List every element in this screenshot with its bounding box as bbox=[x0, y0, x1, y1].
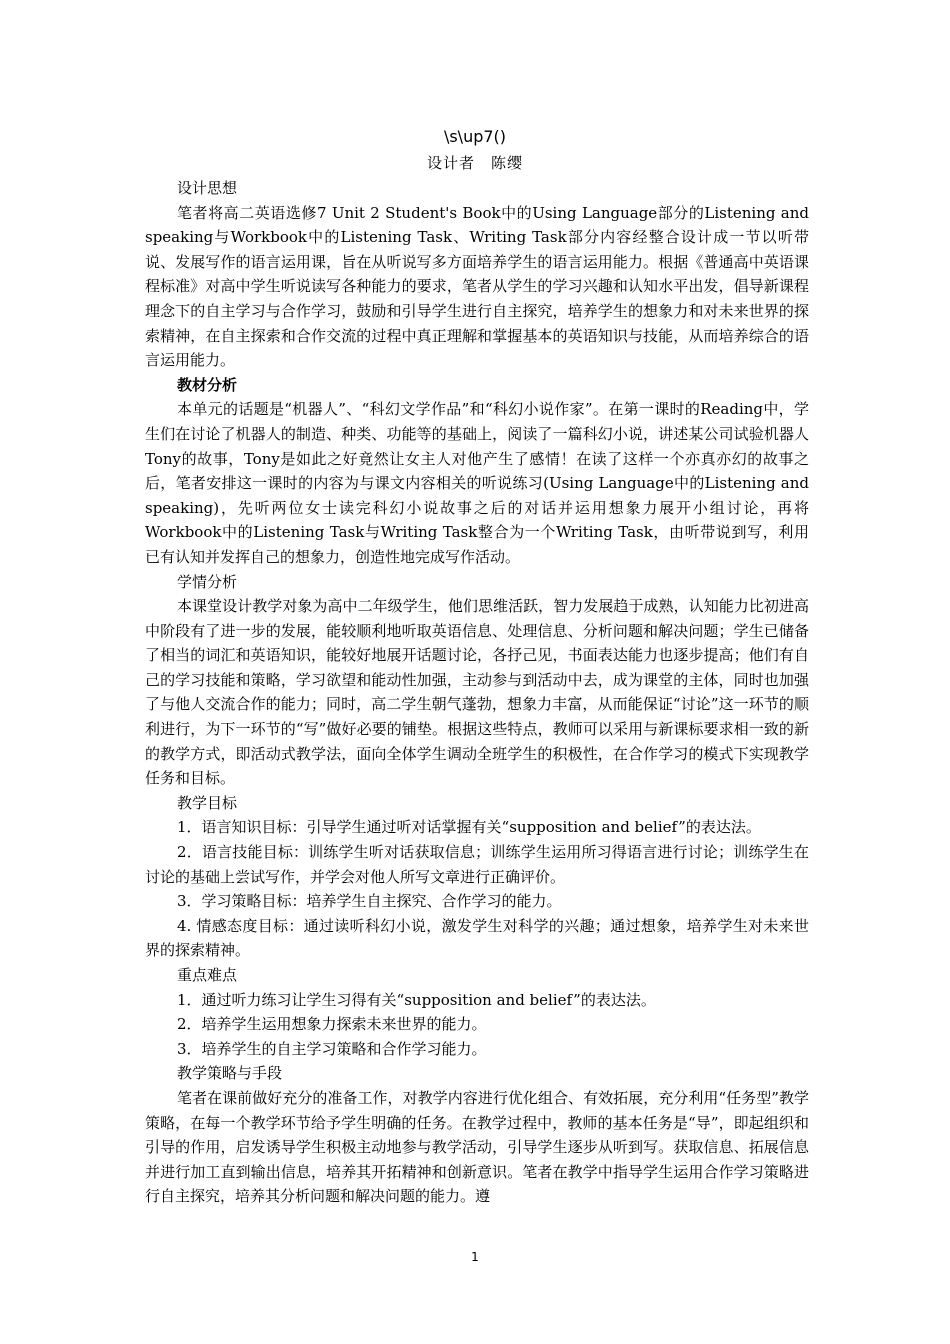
paragraph: 笔者将高二英语选修7 Unit 2 Student's Book中的Using Language部分的Listening and speaking与Workbook中的Listening Task、Writing Task部分内容经整合设计成一节以听带说、发展写作的语言运用课，旨在从听说写多方面培养学生的语言运用能力。根据《普通高中英语课程标准》对高中学生听说读写各种能力的要求，笔者从学生的学习兴趣和认知水平出发，倡导新课程理念下的自主学习与合作学习，鼓励和引导学生进行自主探究，培养学生的想象力和对未来世界的探索精神，在自主探索和合作交流的过程中真正理解和掌握基本的英语知识与技能，从而培养综合的语言运用能力。 bbox=[145, 203, 809, 370]
paragraph: 笔者在课前做好充分的准备工作，对教学内容进行优化组合、有效拓展，充分利用“任务型”教学策略，在每一个教学环节给予学生明确的任务。在教学过程中，教师的基本任务是“导”，即起组织和引导的作用，启发诱导学生积极主动地参与教学活动，引导学生逐步从听到写。获取信息、拓展信息并进行加工直到输出信息，培养其开拓精神和创新意识。笔者在教学中指导学生运用合作学习策略进行自主探究，培养其分析问题和解决问题的能力。遵 bbox=[145, 1088, 809, 1206]
section-heading: 教材分析 bbox=[177, 375, 238, 394]
list-item: 2．语言技能目标：训练学生听对话获取信息；训练学生运用所习得语言进行讨论；训练学生在讨论的基础上尝试写作，并学会对他人所写文章进行正确评价。 bbox=[145, 843, 809, 886]
document-title: \s\up7() bbox=[443, 127, 507, 146]
author-line: 设计者 陈缨 bbox=[426, 154, 523, 172]
section-heading: 教学策略与手段 bbox=[177, 1064, 283, 1083]
list-item: 4. 情感态度目标：通过读听科幻小说，激发学生对科学的兴趣；通过想象，培养学生对未来世界的探索精神。 bbox=[145, 916, 809, 960]
list-item: 1．语言知识目标：引导学生通过听对话掌握有关“supposition and belief”的表达法。 bbox=[177, 818, 761, 837]
section-heading: 教学目标 bbox=[177, 793, 238, 812]
document-body bbox=[145, 176, 809, 1209]
section-heading: 设计思想 bbox=[177, 179, 238, 197]
list-item: 1．通过听力练习让学生习得有关“supposition and belief”的表达法。 bbox=[177, 990, 656, 1009]
list-item: 2．培养学生运用想象力探索未来世界的能力。 bbox=[177, 1015, 487, 1034]
list-item: 3．培养学生的自主学习策略和合作学习能力。 bbox=[177, 1039, 487, 1058]
paragraph: 本课堂设计教学对象为高中二年级学生，他们思维活跃，智力发展趋于成熟，认知能力比初进高中阶段有了进一步的发展，能较顺利地听取英语信息、处理信息、分析问题和解决问题；学生已储备了相当的词汇和英语知识，能较好地展开话题讨论，各抒己见，书面表达能力也逐步提高；他们有自己的学习技能和策略，学习欲望和能动性加强，主动参与到活动中去，成为课堂的主体，同时也加强了与他人交流合作的能力；同时，高二学生朝气蓬勃，想象力丰富，从而能保证“讨论”这一环节的顺利进行，为下一环节的“写”做好必要的铺垫。根据这些特点，教师可以采用与新课标要求相一致的新的教学方式，即活动式教学法，面向全体学生调动全班学生的积极性，在合作学习的模式下实现教学任务和目标。 bbox=[145, 597, 809, 788]
list-item: 3．学习策略目标：培养学生自主探究、合作学习的能力。 bbox=[177, 892, 562, 911]
section-heading: 学情分析 bbox=[177, 572, 238, 591]
paragraph: 本单元的话题是“机器人”、“科幻文学作品”和“科幻小说作家”。在第一课时的Reading中，学生们在讨论了机器人的制造、种类、功能等的基础上，阅读了一篇科幻小说，讲述某公司试验机器人Tony的故事，Tony是如此之好竟然让女主人对他产生了感情！在读了这样一个亦真亦幻的故事之后，笔者安排这一课时的内容为与课文内容相关的听说练习(Using Language中的Listening and speaking)，先听两位女士读完科幻小说故事之后的对话并运用想象力展开小组讨论，再将Workbook中的Listening Task与Writing Task整合为一个Writing Task，由听带说到写，利用已有认知并发挥自己的想象力，创造性地完成写作活动。 bbox=[145, 400, 809, 566]
page-number: 1 bbox=[471, 1250, 479, 1264]
section-heading: 重点难点 bbox=[177, 966, 238, 984]
